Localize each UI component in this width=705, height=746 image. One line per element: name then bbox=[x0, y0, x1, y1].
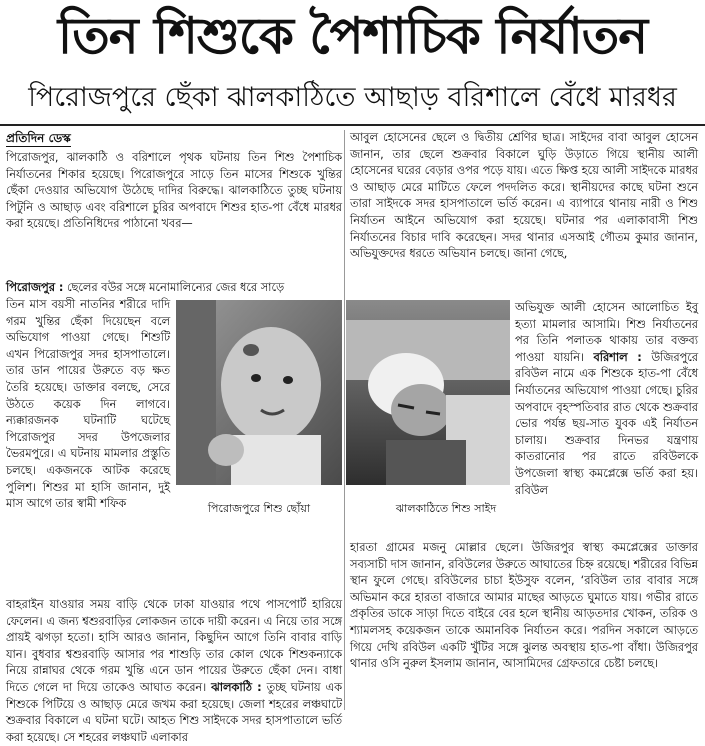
jhalokati-text: তুচ্ছ ঘটনায় এক শিশুকে পিটিয়ে ও আছাড় মেরে জখম করা হয়েছে। জেলা শহরের লঞ্চঘাটে শুক্রবার বিকালে এ ঘটনা ঘটে। আহত শিশু সাইদকে সদর হাসপাতালে ভর্তি করা হয়েছে। সে শহরের লঞ্চঘাট এলাকার bbox=[6, 680, 342, 744]
column2-top-text: আবুল হোসেনের ছেলে ও দ্বিতীয় শ্রেণির ছাত্র। সাইদের বাবা আবুল হোসেন জানান, তার ছেলে শুক্রবার বিকালে ঘুড়ি উড়াতে গিয়ে স্থানীয় আলী হোসেনের ঘরের বেড়ার ওপর পড়ে যায়। এতে ক্ষিপ্ত হয়ে আলী সাইদকে মারধর ও আছাড় মেরে মাটিতে ফেলে পদদলিত করে। স্থানীয়দের কাছে ঘটনা শুনে তারা সাইদকে সদর হাসপাতালে ভর্তি করেন। এ ব্যাপারে থানায় নারী ও শিশু নির্যাতন আইনে অভিযোগ করা হয়েছে। ঘটনার পর এলাকাবাসী শিশু নির্যাতনের বিচার দাবি করেছেন। সদর থানার এসআই গৌতম কুমার জানান, অভিযুক্তদের ধরতে অভিযান চলছে। জানা গেছে, bbox=[350, 131, 698, 261]
column2-narrow bbox=[515, 300, 698, 540]
photo-child-saidh-image bbox=[346, 300, 510, 485]
desk-credit: প্রতিদিন ডেস্ক bbox=[6, 131, 71, 145]
pirojpur-lead-text: ছেলের বউর সঙ্গে মনোমালিন্যের জের ধরে সাড়ে bbox=[66, 281, 285, 294]
column2-bottom bbox=[350, 540, 698, 712]
headline-rule bbox=[0, 124, 705, 126]
subheadline: পিরোজপুরে ছেঁকা ঝালকাঠিতে আছাড় বরিশালে বেঁধে মারধর bbox=[28, 82, 677, 113]
pirojpur-label: পিরোজপুর : bbox=[6, 281, 64, 294]
photo-child-chhoya-caption: পিরোজপুরে শিশু ছোঁয়া bbox=[207, 502, 311, 515]
barishal-label: বরিশাল : bbox=[593, 350, 642, 364]
column2-bottom-text: হারতা গ্রামের মজনু মোল্লার ছেলে। উজিরপুর স্বাস্থ্য কমপ্লেক্সের ডাক্তার সব্যসাচী দাস জানান, রবিউলের উরুতে আঘাতের চিহ্ন রয়েছে। শরীরের বিভিন্ন স্থান ফুলে গেছে। রবিউলের চাচা ইউসুফ বলেন, ‘রবিউল তার বাবার সঙ্গে অভিমান করে হারতা বাজারে আমার মাছের আড়তে ঘুমাতে যায়। গভীর রাতে প্রকৃতির ডাকে সাড়া দিতে বাইরে বের হলে স্থানীয় আড়তদার খোকন, তরিক ও শ্যামলসহ কয়েকজন তাকে অমানবিক নির্যাতন করে। পরদিন সকালে আড়তে গিয়ে দেখি রবিউল একটি খুঁটির সঙ্গে ঝুলন্ত অবস্থায় হাত-পা বাঁধা। উজিরপুর থানার ওসি নুরুল ইসলাম জানান, আসামিদের গ্রেফতারে চেষ্টা চলছে। bbox=[350, 541, 698, 671]
pirojpur-narrow-text: তিন মাস বয়সী নাতনির শরীরে দাদি গরম খুন্তির ছেঁকা দিয়েছেন বলে অভিযোগ পাওয়া গেছে। শিশুটি এখন পিরোজপুর সদর হাসপাতালে। তার ডান পায়ের উরুতে বড় ক্ষত তৈরি হয়েছে। ডাক্তার বলছে, সেরে উঠতে কয়েক দিন লাগবে। ন্যক্কারজনক ঘটনাটি ঘটেছে পিরোজপুর সদর উপজেলার ভৈরমপুরে। এ ঘটনায় মামলার প্রস্তুতি চলছে। একজনকে আটক করেছে পুলিশ। শিশুর মা হাসি জানান, দুই মাস আগে তার স্বামী শফিক bbox=[6, 298, 170, 511]
photo-child-chhoya bbox=[176, 300, 342, 485]
jhalokati-label: ঝালকাঠি : bbox=[211, 680, 262, 694]
column2-narrow-text-a: অভিযুক্ত আলী হোসেন আলোচিত ইবু হত্যা মামলার আসামি। শিশু নির্যাতনের পর তিনি পলাতক থাকায় তার বক্তব্য পাওয়া যায়নি। bbox=[515, 301, 698, 364]
column-divider bbox=[344, 130, 345, 710]
photo-child-saidh-caption: ঝালকাঠিতে শিশু সাইদ bbox=[395, 502, 497, 515]
pirojpur-narrow-column bbox=[6, 297, 170, 597]
column2-narrow-text-b: উজিরপুরে রবিউল নামে এক শিশুকে হাত-পা বেঁধে নির্যাতনের অভিযোগ পাওয়া গেছে। চুরির অপবাদে বৃহস্পতিবার রাত থেকে শুক্রবার ভোর পর্যন্ত ছয়-সাত যুবক এই নির্যাতন চালায়। শুক্রবার দিনভর যন্ত্রণায় কাতরানোর পর রাতে রবিউলকে উপজেলা স্বাস্থ্য কমপ্লেক্সে ভর্তি করা হয়। রবিউল bbox=[515, 350, 699, 497]
photo-child-chhoya-image bbox=[176, 300, 342, 485]
column2-top bbox=[350, 130, 698, 300]
intro-text: পিরোজপুর, ঝালকাঠি ও বরিশালে পৃথক ঘটনায় তিন শিশু পৈশাচিক নির্যাতনের শিকার হয়েছে। পিরোজপুরে সাড়ে তিন মাসের শিশুকে খুন্তির ছেঁকা দেওয়ার অভিযোগ উঠেছে দাদির বিরুদ্ধে। ঝালকাঠিতে তুচ্ছ ঘটনায় পিটুনি ও আছাড় এবং বরিশালে চুরির অপবাদে শিশুর হাত-পা বেঁধে মারধর করা হয়েছে। প্রতিনিধিদের পাঠানো খবর— bbox=[6, 151, 342, 231]
pirojpur-lead bbox=[6, 280, 342, 297]
photo-child-saidh bbox=[346, 300, 510, 485]
headline: তিন শিশুকে পৈশাচিক নির্যাতন bbox=[57, 7, 648, 65]
pirojpur-wide-text: বাহরাইন যাওয়ার সময় বাড়ি থেকে ঢাকা যাওয়ার পথে পাসপোর্ট হারিয়ে ফেলেন। এ জন্য শ্বশুরবাড়ির লোকজন তাকে দায়ী করেন। এ নিয়ে তার সঙ্গে প্রায়ই ঝগড়া হতো। হাসি আরও জানান, কিছুদিন আগে তিনি বাবার বাড়ি যান। বুধবার শ্বশুরবাড়ি আসার পর শাশুড়ি তার কোল থেকে শিশুকন্যাকে নিয়ে রান্নাঘর থেকে গরম খুন্তি এনে ডান পায়ের উরুতে ছেঁকা দেন। বাধা দিতে গেলে দা দিয়ে তাকেও আঘাত করেন। bbox=[6, 598, 342, 694]
intro-paragraph bbox=[6, 150, 342, 280]
pirojpur-wide-column bbox=[6, 597, 342, 744]
